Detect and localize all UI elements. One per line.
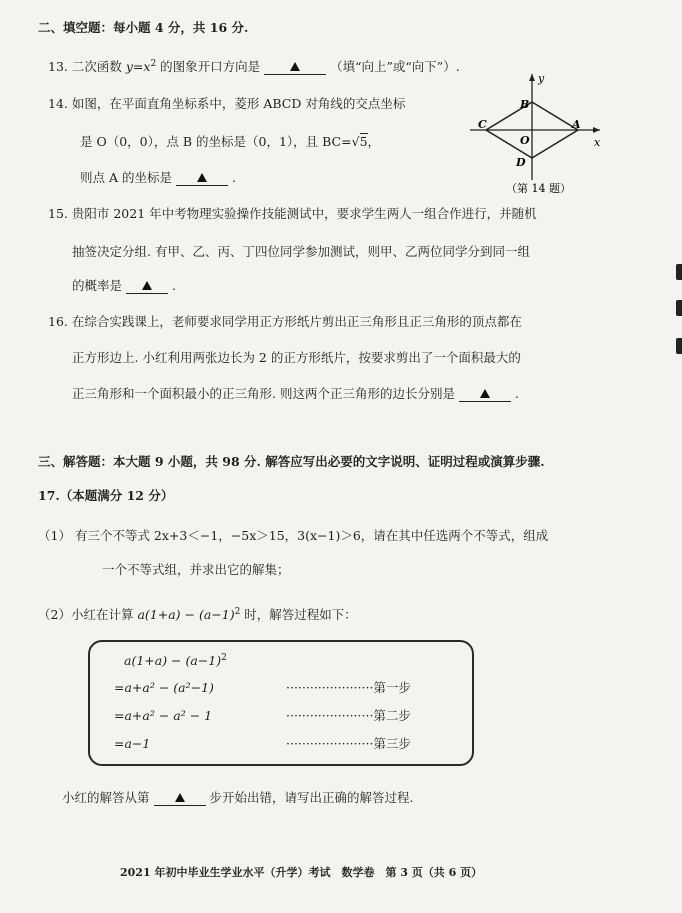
question-17-part-1-line-1 (38, 528, 548, 544)
answer-blank[interactable] (154, 791, 206, 806)
answer-blank[interactable] (264, 60, 326, 75)
question-15-line-3 (72, 278, 176, 294)
question-17-part-2-line (38, 604, 357, 623)
binding-mark (676, 338, 682, 354)
step-expression: =a+a² − a² − 1 (114, 708, 213, 723)
question-text: 的概率是 (72, 278, 123, 293)
question-text: 贵阳市 2021 年中考物理实验操作技能测试中，要求学生两人一组合作进行，并随机 (71, 206, 537, 221)
figure-caption: （第 14 题） (506, 182, 571, 195)
question-text: 如图，在平面直角坐标系中，菱形 ABCD 对角线的交点坐标 (71, 96, 406, 111)
answer-blank[interactable] (126, 279, 168, 294)
y-axis-arrow-icon (529, 74, 535, 81)
exponent: 2 (234, 607, 241, 617)
question-text: 则点 A 的坐标是 (80, 170, 172, 185)
section-3-title: 三、解答题：本大题 9 小题，共 98 分. 解答应写出必要的文字说明、证明过程或演算步骤. (38, 454, 545, 469)
solution-expression (124, 650, 227, 669)
solution-step-3 (114, 736, 150, 752)
step-expression: =a+a² − (a²−1) (114, 680, 214, 695)
label-b: B (520, 98, 530, 111)
solution-step-1-label (286, 680, 411, 696)
label-a: A (572, 118, 581, 131)
question-text: 二次函数 (71, 59, 126, 75)
question-text: 的图象开口方向是 (156, 59, 261, 75)
question-number: 15. (48, 206, 68, 221)
label-x: x (594, 136, 601, 149)
question-text: 有三个不等式 2x+3＜−1，−5x＞15，3(x−1)＞6，请在其中任选两个不等式，组成 (74, 528, 549, 543)
question-text: 小红在计算 (70, 607, 138, 623)
question-16-line-1 (48, 314, 522, 330)
question-text: . (514, 386, 519, 401)
leader-dots: ······················ (286, 680, 374, 695)
question-17-closing (62, 790, 413, 806)
question-text: 时，解答过程如下： (240, 607, 357, 623)
label-c: C (478, 118, 487, 131)
question-15-line-2: 抽签决定分组. 有甲、乙、丙、丁四位同学参加测试，则甲、乙两位同学分到同一组 (72, 244, 530, 259)
triangle-marker-icon (480, 389, 490, 398)
question-13 (48, 56, 460, 75)
question-17-part-1-line-2: 一个不等式组，并求出它的解集； (102, 562, 290, 577)
step-label: 第二步 (373, 708, 411, 723)
triangle-marker-icon (142, 281, 152, 290)
triangle-marker-icon (175, 793, 185, 802)
sqrt-symbol: √ (351, 134, 360, 149)
part-label: （2） (38, 607, 71, 623)
leader-dots: ······················ (286, 736, 374, 751)
question-number: 16. (48, 314, 68, 329)
solution-step-3-label (286, 736, 411, 752)
leader-dots: ······················ (286, 708, 374, 723)
question-number: 13. (48, 59, 68, 75)
solution-step-2-label (286, 708, 411, 724)
exponent: 2 (150, 59, 157, 69)
answer-blank[interactable] (459, 387, 511, 402)
triangle-marker-icon (197, 173, 207, 182)
step-expression: =a−1 (114, 736, 151, 751)
triangle-marker-icon (290, 62, 300, 71)
label-d: D (516, 156, 526, 169)
question-16-line-2: 正方形边上. 小红利用两张边长为 2 的正方形纸片，按要求剪出了一个面积最大的 (72, 350, 521, 365)
math-expression: a(1+a) − (a−1) (137, 607, 235, 623)
page-footer: 2021 年初中毕业生学业水平（升学）考试 数学卷 第 3 页（共 6 页） (120, 866, 483, 879)
math-expression: y=x (125, 59, 151, 75)
solution-box (88, 640, 474, 766)
question-14-line-1 (48, 96, 405, 112)
question-17-header: 17.（本题满分 12 分） (38, 488, 174, 503)
question-15-line-1 (48, 206, 537, 222)
question-text: . (171, 278, 176, 293)
solution-step-2 (114, 708, 212, 724)
answer-blank[interactable] (176, 171, 228, 186)
binding-mark (676, 264, 682, 280)
question-16-line-3 (72, 386, 519, 402)
question-text: 正三角形和一个面积最小的正三角形. 则这两个正三角形的边长分别是 (72, 386, 455, 401)
step-label: 第一步 (373, 680, 411, 695)
question-text: 是 O（0，0），点 B 的坐标是（0，1），且 BC= (80, 134, 352, 149)
exponent: 2 (221, 653, 227, 663)
label-y: y (538, 72, 545, 85)
math-expression: a(1+a) − (a−1) (124, 653, 222, 669)
question-text: ， (367, 134, 381, 149)
section-2-title: 二、填空题：每小题 4 分，共 16 分. (38, 20, 249, 35)
sqrt-value: 5 (359, 134, 368, 149)
part-label: （1） (38, 528, 71, 543)
question-hint: （填“向上”或“向下”）. (330, 59, 460, 75)
question-14-line-3 (80, 170, 236, 186)
question-number: 14. (48, 96, 68, 111)
step-label: 第三步 (373, 736, 411, 751)
question-text: 小红的解答从第 (62, 790, 150, 805)
solution-step-1 (114, 680, 214, 696)
label-o: O (520, 134, 530, 147)
question-text: 在综合实践课上，老师要求同学用正方形纸片剪出正三角形且正三角形的顶点都在 (71, 314, 522, 329)
question-text: 步开始出错，请写出正确的解答过程. (209, 790, 414, 805)
question-14-line-2 (80, 134, 380, 150)
binding-mark (676, 300, 682, 316)
x-axis-arrow-icon (593, 127, 600, 133)
question-text: . (231, 170, 236, 185)
rhombus-figure (468, 68, 608, 202)
